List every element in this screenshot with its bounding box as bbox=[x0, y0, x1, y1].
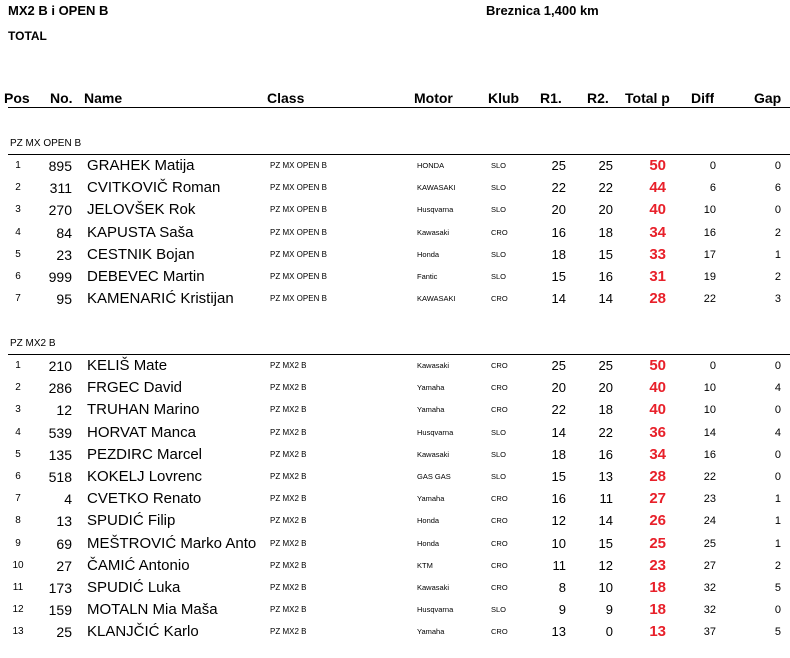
cell-gap: 0 bbox=[774, 404, 781, 417]
table-row bbox=[0, 466, 790, 488]
cell-motor: HONDA bbox=[417, 161, 445, 170]
cell-klub: SLO bbox=[491, 472, 507, 481]
cell-diff: 37 bbox=[703, 626, 716, 639]
column-header-motor: Motor bbox=[414, 90, 453, 106]
cell-pos: 3 bbox=[15, 404, 21, 416]
cell-gap: 6 bbox=[774, 182, 781, 195]
cell-gap: 2 bbox=[774, 271, 781, 283]
cell-gap: 2 bbox=[774, 559, 781, 572]
cell-gap: 4 bbox=[774, 382, 781, 395]
cell-klub: CRO bbox=[491, 627, 508, 637]
cell-motor: Kawasaki bbox=[417, 449, 450, 459]
cell-pos: 10 bbox=[12, 559, 24, 571]
column-header-r1: R1. bbox=[540, 90, 562, 106]
cell-pos: 11 bbox=[12, 582, 24, 593]
cell-class: PZ MX OPEN B bbox=[270, 205, 327, 215]
cell-gap: 0 bbox=[774, 471, 781, 483]
cell-r1: 13 bbox=[551, 624, 566, 640]
cell-diff: 22 bbox=[703, 293, 716, 306]
cell-diff: 16 bbox=[703, 448, 716, 461]
cell-no: 95 bbox=[56, 291, 72, 308]
cell-diff: 19 bbox=[703, 271, 716, 283]
event-location: Breznica 1,400 km bbox=[486, 3, 599, 18]
header-divider bbox=[8, 107, 790, 108]
cell-r1: 11 bbox=[552, 557, 566, 573]
cell-gap: 2 bbox=[774, 226, 781, 239]
column-header-r2: R2. bbox=[587, 90, 609, 106]
column-header-gap: Gap bbox=[754, 90, 782, 106]
cell-klub: SLO bbox=[491, 161, 507, 170]
cell-motor: KAWASAKI bbox=[417, 183, 456, 193]
cell-r2: 25 bbox=[598, 158, 613, 173]
cell-r1: 20 bbox=[551, 202, 566, 218]
cell-class: PZ MX OPEN B bbox=[270, 227, 327, 237]
cell-motor: Husqvarna bbox=[417, 605, 454, 615]
cell-total: 18 bbox=[649, 579, 666, 596]
cell-r2: 18 bbox=[598, 224, 613, 240]
cell-name: KOKELJ Lovrenc bbox=[87, 468, 203, 485]
cell-total: 34 bbox=[649, 445, 666, 463]
cell-r2: 10 bbox=[598, 580, 613, 595]
cell-motor: Kawasaki bbox=[417, 583, 450, 592]
cell-name: ČAMIĆ Antonio bbox=[87, 556, 190, 574]
cell-gap: 1 bbox=[774, 248, 781, 261]
cell-r2: 14 bbox=[598, 513, 613, 529]
cell-total: 28 bbox=[649, 468, 666, 485]
cell-class: PZ MX2 B bbox=[270, 560, 307, 570]
cell-class: PZ MX2 B bbox=[270, 516, 307, 526]
cell-klub: CRO bbox=[491, 361, 508, 370]
cell-name: PEZDIRC Marcel bbox=[87, 445, 203, 463]
column-header-total: Total p bbox=[625, 90, 670, 106]
table-row bbox=[0, 510, 790, 532]
report-subtitle: TOTAL bbox=[8, 29, 47, 43]
cell-r1: 18 bbox=[551, 446, 566, 462]
cell-klub: CRO bbox=[491, 494, 508, 504]
cell-diff: 16 bbox=[703, 226, 716, 239]
cell-no: 27 bbox=[56, 557, 72, 574]
cell-pos: 13 bbox=[12, 626, 24, 638]
cell-diff: 17 bbox=[703, 248, 716, 261]
cell-name: MOTALN Mia Maša bbox=[87, 601, 218, 619]
cell-no: 518 bbox=[48, 469, 72, 485]
cell-pos: 12 bbox=[12, 604, 24, 616]
cell-name: MEŠTROVIĆ Marko Anto bbox=[87, 534, 257, 552]
cell-klub: CRO bbox=[491, 516, 508, 526]
cell-r1: 25 bbox=[551, 358, 566, 373]
cell-diff: 10 bbox=[703, 404, 716, 417]
cell-gap: 4 bbox=[774, 426, 781, 439]
cell-no: 311 bbox=[49, 180, 72, 197]
cell-gap: 1 bbox=[774, 493, 781, 506]
cell-name: DEBEVEC Martin bbox=[87, 268, 205, 285]
cell-name: KAPUSTA Saša bbox=[87, 223, 194, 241]
cell-no: 286 bbox=[48, 380, 72, 397]
cell-r2: 22 bbox=[598, 180, 613, 196]
cell-no: 25 bbox=[56, 624, 72, 641]
cell-name: KAMENARIĆ Kristijan bbox=[87, 290, 234, 308]
cell-klub: CRO bbox=[491, 294, 508, 304]
cell-diff: 0 bbox=[709, 360, 716, 372]
cell-class: PZ MX OPEN B bbox=[270, 183, 327, 193]
group-title: PZ MX OPEN B bbox=[10, 138, 82, 149]
table-row bbox=[0, 266, 790, 288]
cell-diff: 6 bbox=[709, 182, 716, 195]
table-row bbox=[0, 399, 790, 421]
cell-motor: Yamaha bbox=[417, 494, 445, 504]
cell-no: 135 bbox=[48, 446, 72, 463]
cell-r2: 15 bbox=[598, 535, 613, 551]
cell-no: 4 bbox=[64, 491, 72, 508]
cell-name: GRAHEK Matija bbox=[87, 157, 195, 174]
cell-motor: Fantic bbox=[417, 272, 438, 281]
cell-no: 159 bbox=[48, 602, 72, 619]
cell-diff: 23 bbox=[703, 493, 716, 506]
cell-motor: Honda bbox=[417, 516, 440, 526]
table-row bbox=[0, 621, 790, 643]
cell-motor: GAS GAS bbox=[417, 472, 451, 481]
cell-r1: 25 bbox=[551, 158, 566, 173]
cell-r2: 13 bbox=[598, 469, 613, 484]
cell-r1: 22 bbox=[551, 180, 566, 196]
cell-r2: 11 bbox=[599, 491, 613, 507]
cell-no: 999 bbox=[48, 269, 72, 285]
cell-r2: 12 bbox=[598, 557, 613, 573]
cell-klub: SLO bbox=[491, 205, 507, 215]
cell-total: 40 bbox=[649, 379, 666, 397]
cell-gap: 0 bbox=[774, 360, 781, 372]
cell-gap: 3 bbox=[774, 293, 781, 306]
cell-total: 34 bbox=[649, 223, 666, 241]
cell-total: 50 bbox=[649, 357, 666, 374]
cell-class: PZ MX2 B bbox=[270, 361, 307, 370]
cell-pos: 4 bbox=[15, 426, 21, 438]
cell-total: 13 bbox=[649, 623, 666, 641]
cell-pos: 2 bbox=[15, 182, 21, 194]
cell-name: JELOVŠEK Rok bbox=[87, 201, 196, 219]
cell-no: 84 bbox=[56, 224, 72, 241]
cell-class: PZ MX OPEN B bbox=[270, 272, 327, 281]
cell-pos: 1 bbox=[15, 160, 21, 171]
cell-r1: 18 bbox=[551, 246, 566, 262]
cell-name: KLANJČIĆ Karlo bbox=[87, 623, 199, 641]
cell-pos: 1 bbox=[15, 360, 21, 371]
cell-r2: 0 bbox=[605, 624, 613, 640]
cell-motor: Husqvarna bbox=[417, 205, 454, 215]
cell-pos: 5 bbox=[15, 448, 21, 460]
cell-gap: 5 bbox=[774, 582, 781, 594]
table-row bbox=[0, 444, 790, 466]
cell-diff: 32 bbox=[703, 582, 716, 594]
cell-class: PZ MX2 B bbox=[270, 405, 307, 415]
cell-r2: 25 bbox=[598, 358, 613, 373]
cell-name: HORVAT Manca bbox=[87, 423, 196, 441]
table-row bbox=[0, 599, 790, 621]
cell-total: 40 bbox=[649, 201, 666, 219]
cell-pos: 6 bbox=[15, 471, 21, 482]
cell-diff: 22 bbox=[703, 471, 716, 483]
cell-total: 23 bbox=[649, 556, 666, 574]
cell-diff: 27 bbox=[703, 559, 716, 572]
group-title: PZ MX2 B bbox=[10, 338, 56, 349]
cell-klub: CRO bbox=[491, 560, 508, 570]
cell-name: SPUDIĆ Filip bbox=[87, 512, 176, 530]
cell-total: 44 bbox=[649, 179, 666, 197]
cell-no: 895 bbox=[48, 158, 72, 174]
cell-gap: 1 bbox=[774, 537, 781, 550]
table-row bbox=[0, 177, 790, 199]
cell-klub: SLO bbox=[491, 272, 507, 281]
cell-no: 539 bbox=[48, 424, 72, 441]
cell-gap: 0 bbox=[774, 204, 781, 217]
cell-name: CVITKOVIČ Roman bbox=[87, 179, 221, 197]
report-title: MX2 B i OPEN B bbox=[8, 3, 109, 18]
cell-r2: 9 bbox=[605, 602, 613, 618]
cell-total: 28 bbox=[649, 290, 666, 308]
cell-klub: CRO bbox=[491, 227, 508, 237]
cell-pos: 3 bbox=[15, 204, 21, 216]
cell-total: 25 bbox=[649, 534, 666, 552]
cell-no: 23 bbox=[56, 246, 72, 263]
cell-r1: 15 bbox=[551, 269, 566, 284]
cell-class: PZ MX2 B bbox=[270, 494, 307, 504]
cell-motor: Kawasaki bbox=[417, 361, 450, 370]
cell-motor: KTM bbox=[417, 560, 433, 570]
cell-name: CESTNIK Bojan bbox=[87, 245, 195, 263]
cell-r1: 15 bbox=[551, 469, 566, 484]
cell-klub: CRO bbox=[491, 405, 508, 415]
cell-pos: 5 bbox=[15, 248, 21, 260]
cell-r1: 16 bbox=[551, 224, 566, 240]
cell-r1: 14 bbox=[551, 424, 566, 440]
cell-klub: CRO bbox=[491, 538, 508, 548]
cell-total: 40 bbox=[649, 401, 666, 419]
table-row bbox=[0, 577, 790, 599]
cell-diff: 25 bbox=[703, 537, 716, 550]
cell-r2: 16 bbox=[598, 269, 613, 284]
table-row bbox=[0, 288, 790, 310]
table-row bbox=[0, 533, 790, 555]
cell-klub: CRO bbox=[491, 383, 508, 393]
column-header-pos: Pos bbox=[4, 90, 30, 106]
cell-no: 13 bbox=[56, 513, 72, 530]
cell-pos: 4 bbox=[15, 226, 21, 238]
cell-r1: 10 bbox=[551, 535, 566, 551]
cell-no: 210 bbox=[48, 358, 72, 374]
cell-klub: SLO bbox=[491, 449, 507, 459]
table-row bbox=[0, 355, 790, 377]
cell-class: PZ MX2 B bbox=[270, 605, 307, 615]
cell-pos: 8 bbox=[15, 515, 21, 527]
cell-pos: 9 bbox=[15, 537, 21, 549]
cell-motor: Yamaha bbox=[417, 405, 445, 415]
table-row bbox=[0, 488, 790, 510]
column-header-name: Name bbox=[84, 90, 123, 106]
cell-motor: Yamaha bbox=[417, 627, 445, 637]
cell-class: PZ MX2 B bbox=[270, 627, 307, 637]
cell-class: PZ MX OPEN B bbox=[270, 294, 327, 304]
cell-diff: 0 bbox=[709, 160, 716, 172]
cell-r2: 18 bbox=[598, 402, 613, 418]
cell-class: PZ MX OPEN B bbox=[270, 161, 327, 170]
cell-pos: 2 bbox=[15, 382, 21, 394]
cell-name: TRUHAN Marino bbox=[87, 401, 200, 419]
table-row bbox=[0, 422, 790, 444]
cell-motor: Yamaha bbox=[417, 383, 445, 393]
cell-gap: 5 bbox=[774, 626, 781, 639]
cell-motor: Husqvarna bbox=[417, 427, 454, 437]
table-row bbox=[0, 244, 790, 266]
cell-class: PZ MX2 B bbox=[270, 538, 307, 548]
column-header-no: No. bbox=[50, 90, 73, 106]
cell-diff: 10 bbox=[703, 204, 716, 217]
column-header-klub: Klub bbox=[488, 90, 520, 106]
table-row bbox=[0, 377, 790, 399]
cell-class: PZ MX2 B bbox=[270, 383, 307, 393]
table-row bbox=[0, 222, 790, 244]
cell-total: 26 bbox=[649, 512, 666, 530]
cell-r1: 14 bbox=[551, 291, 566, 307]
cell-klub: CRO bbox=[491, 583, 508, 592]
cell-motor: Honda bbox=[417, 538, 440, 548]
column-header-class: Class bbox=[267, 90, 305, 106]
cell-no: 173 bbox=[48, 580, 72, 596]
cell-gap: 1 bbox=[774, 515, 781, 528]
cell-motor: Kawasaki bbox=[417, 227, 450, 237]
cell-pos: 7 bbox=[15, 293, 21, 305]
cell-r2: 16 bbox=[598, 446, 613, 462]
cell-diff: 32 bbox=[703, 604, 716, 617]
cell-r1: 22 bbox=[551, 402, 566, 418]
cell-diff: 10 bbox=[703, 382, 716, 395]
column-header-diff: Diff bbox=[691, 90, 715, 106]
cell-total: 50 bbox=[649, 157, 666, 174]
cell-klub: SLO bbox=[491, 183, 507, 193]
cell-klub: SLO bbox=[491, 249, 507, 259]
cell-r1: 8 bbox=[558, 580, 566, 595]
cell-r1: 9 bbox=[558, 602, 566, 618]
cell-total: 18 bbox=[649, 601, 666, 619]
cell-no: 270 bbox=[48, 202, 72, 219]
cell-no: 69 bbox=[56, 535, 72, 552]
cell-pos: 6 bbox=[15, 271, 21, 282]
cell-name: FRGEC David bbox=[87, 379, 183, 397]
cell-class: PZ MX OPEN B bbox=[270, 249, 327, 259]
cell-total: 33 bbox=[649, 245, 666, 263]
cell-klub: SLO bbox=[491, 605, 507, 615]
cell-total: 36 bbox=[649, 423, 666, 441]
cell-diff: 24 bbox=[703, 515, 716, 528]
cell-r2: 20 bbox=[598, 380, 613, 396]
cell-total: 31 bbox=[649, 268, 666, 285]
cell-motor: KAWASAKI bbox=[417, 294, 456, 304]
cell-total: 27 bbox=[649, 490, 666, 508]
cell-pos: 7 bbox=[15, 493, 21, 505]
cell-r1: 12 bbox=[551, 513, 566, 529]
cell-name: SPUDIĆ Luka bbox=[87, 579, 181, 596]
cell-gap: 0 bbox=[774, 604, 781, 617]
cell-name: CVETKO Renato bbox=[87, 490, 202, 508]
cell-r1: 16 bbox=[551, 491, 566, 507]
cell-r2: 15 bbox=[598, 246, 613, 262]
table-row bbox=[0, 555, 790, 577]
cell-r1: 20 bbox=[551, 380, 566, 396]
cell-name: KELIŠ Mate bbox=[87, 357, 168, 374]
cell-diff: 14 bbox=[703, 426, 716, 439]
cell-class: PZ MX2 B bbox=[270, 583, 307, 592]
cell-gap: 0 bbox=[774, 160, 781, 172]
cell-class: PZ MX2 B bbox=[270, 449, 307, 459]
table-row bbox=[0, 199, 790, 221]
cell-class: PZ MX2 B bbox=[270, 472, 307, 481]
cell-r2: 20 bbox=[598, 202, 613, 218]
cell-motor: Honda bbox=[417, 249, 440, 259]
cell-no: 12 bbox=[56, 402, 72, 419]
cell-r2: 14 bbox=[598, 291, 613, 307]
cell-klub: SLO bbox=[491, 427, 507, 437]
table-row bbox=[0, 155, 790, 177]
cell-r2: 22 bbox=[598, 424, 613, 440]
cell-gap: 0 bbox=[774, 448, 781, 461]
cell-class: PZ MX2 B bbox=[270, 427, 307, 437]
